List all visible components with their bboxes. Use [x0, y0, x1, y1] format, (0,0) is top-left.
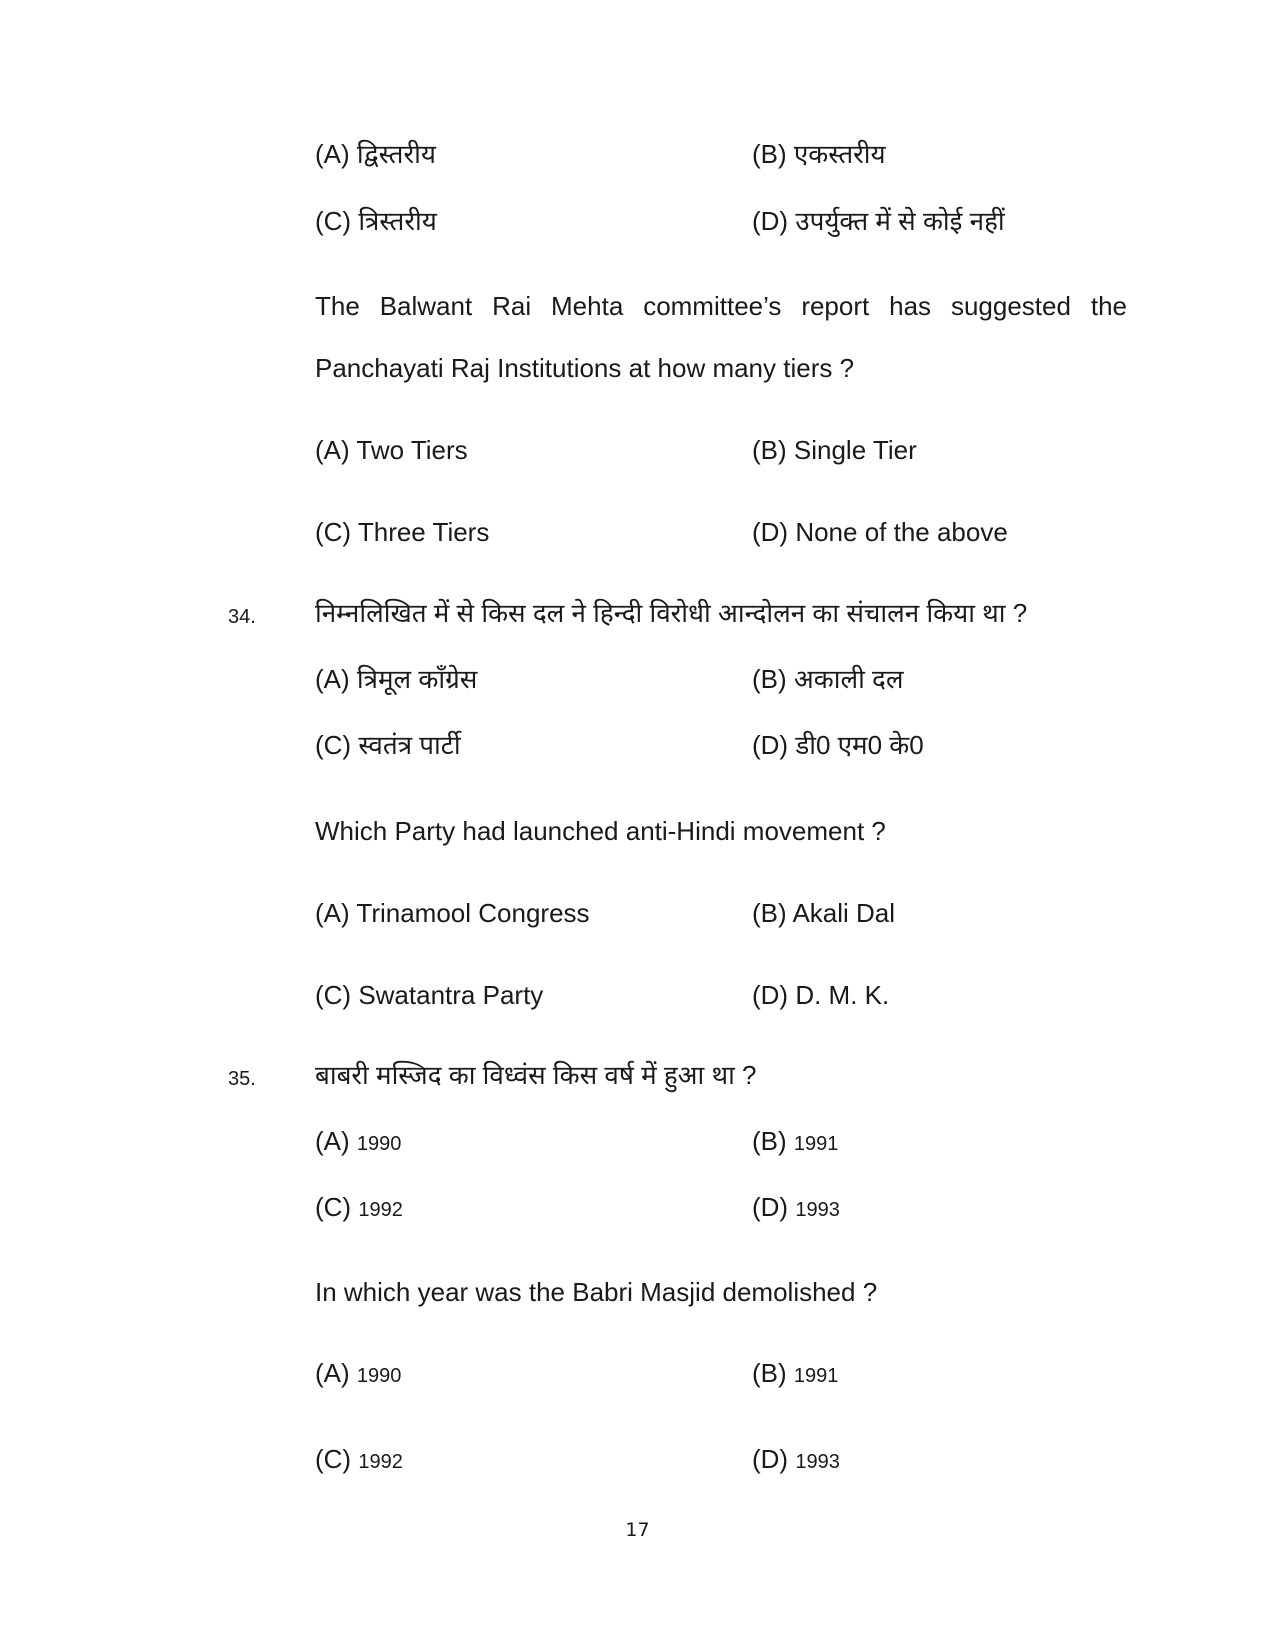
option-value: 1993 — [795, 1451, 840, 1473]
q33-english-question-line1: The Balwant Rai Mehta committee’s report has suggested the — [315, 291, 1127, 321]
q34-hindi-option-b: (B) अकाली दल — [752, 664, 904, 694]
option-value: 1992 — [358, 1451, 403, 1473]
page-number: 17 — [625, 1519, 650, 1541]
q33-hindi-option-c: (C) त्रिस्तरीय — [315, 206, 437, 236]
option-label: (D) — [752, 1192, 789, 1222]
q35-hindi-option-a — [315, 1125, 401, 1160]
q33-hindi-option-b: (B) एकस्तरीय — [752, 139, 886, 169]
q34-english-option-c: (C) Swatantra Party — [315, 980, 544, 1010]
option-label: (B) — [752, 1126, 787, 1156]
q35-number: 35. — [228, 1068, 256, 1090]
option-value: 1993 — [795, 1199, 840, 1221]
q34-english-option-b: (B) Akali Dal — [752, 898, 896, 928]
q35-english-option-a — [315, 1357, 401, 1392]
option-label: (A) — [315, 1126, 350, 1156]
q33-hindi-option-a: (A) द्विस्तरीय — [315, 139, 436, 169]
option-label: (A) — [315, 1358, 350, 1388]
q35-hindi-option-c — [315, 1191, 403, 1226]
q35-english-option-d — [752, 1443, 840, 1478]
option-value: 1990 — [356, 1365, 402, 1387]
q35-hindi-option-d — [752, 1191, 840, 1226]
option-label: (C) — [315, 1444, 352, 1474]
q34-hindi-question: निम्नलिखित में से किस दल ने हिन्दी विरोधी आन्दोलन का संचालन किया था ? — [315, 598, 1028, 628]
option-value: 1991 — [793, 1133, 839, 1155]
q35-hindi-option-b — [752, 1125, 838, 1160]
q35-english-question: In which year was the Babri Masjid demolished ? — [315, 1277, 878, 1307]
option-label: (D) — [752, 1444, 789, 1474]
q34-hindi-option-d: (D) डी0 एम0 के0 — [752, 730, 924, 760]
q35-english-option-c — [315, 1443, 403, 1478]
q34-english-option-a: (A) Trinamool Congress — [315, 898, 590, 928]
option-value: 1990 — [356, 1133, 402, 1155]
q33-hindi-option-d: (D) उपर्युक्त में से कोई नहीं — [752, 206, 1005, 236]
option-label: (B) — [752, 1358, 787, 1388]
q35-hindi-question: बाबरी मस्जिद का विध्वंस किस वर्ष में हुआ था ? — [315, 1060, 757, 1090]
option-value: 1992 — [358, 1199, 403, 1221]
q33-english-option-c: (C) Three Tiers — [315, 517, 490, 547]
q33-english-option-d: (D) None of the above — [752, 517, 1008, 547]
q33-english-option-a: (A) Two Tiers — [315, 435, 468, 465]
q34-english-question: Which Party had launched anti-Hindi movement ? — [315, 816, 886, 846]
option-label: (C) — [315, 1192, 352, 1222]
q35-english-option-b — [752, 1357, 838, 1392]
option-value: 1991 — [793, 1365, 839, 1387]
q34-number: 34. — [228, 606, 256, 628]
q33-english-option-b: (B) Single Tier — [752, 435, 917, 465]
q34-english-option-d: (D) D. M. K. — [752, 980, 890, 1010]
q33-english-question-line2: Panchayati Raj Institutions at how many tiers ? — [315, 353, 855, 383]
q34-hindi-option-c: (C) स्वतंत्र पार्टी — [315, 730, 461, 760]
q34-hindi-option-a: (A) त्रिमूल काँग्रेस — [315, 664, 478, 694]
